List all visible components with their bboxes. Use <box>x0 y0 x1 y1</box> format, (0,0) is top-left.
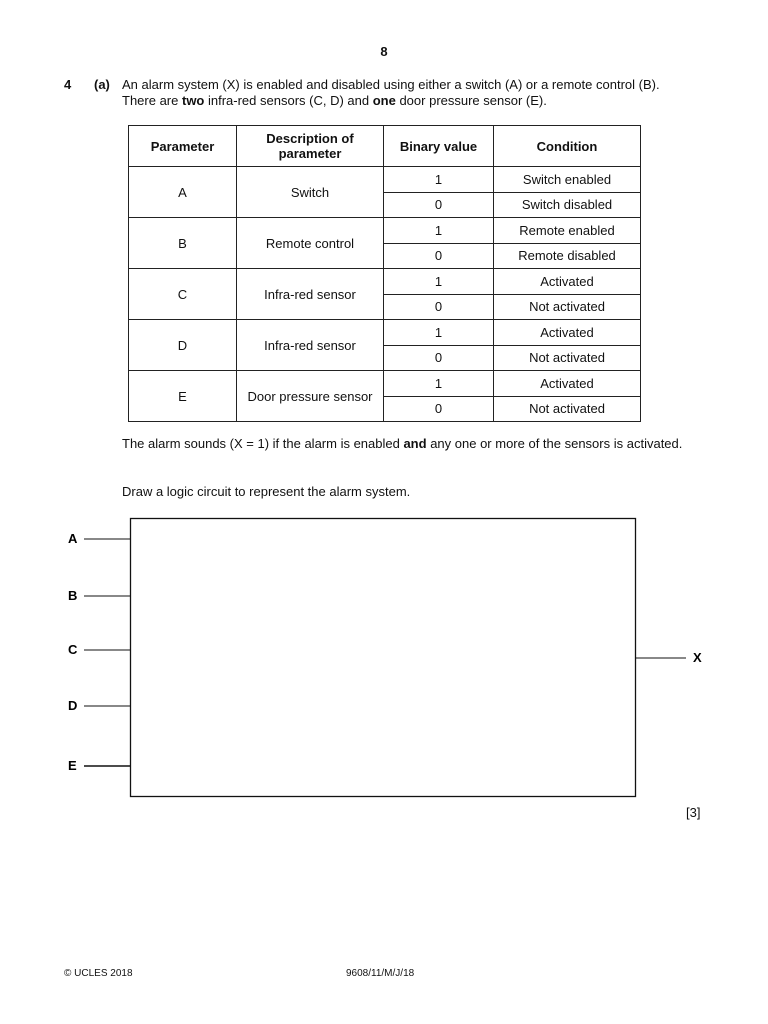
binary-cell: 0 <box>384 345 494 371</box>
description-cell: Infra-red sensor <box>237 320 384 371</box>
binary-cell: 0 <box>384 192 494 218</box>
input-label-c: C <box>68 642 78 657</box>
binary-cell: 0 <box>384 294 494 320</box>
binary-cell: 0 <box>384 396 494 422</box>
condition-cell: Not activated <box>494 345 641 371</box>
intro-line-2: There are two infra-red sensors (C, D) and one door pressure sensor (E). <box>122 93 547 108</box>
description-cell: Door pressure sensor <box>237 371 384 422</box>
condition-cell: Not activated <box>494 294 641 320</box>
description-cell: Infra-red sensor <box>237 269 384 320</box>
binary-cell: 1 <box>384 218 494 244</box>
condition-cell: Switch enabled <box>494 167 641 193</box>
condition-cell: Activated <box>494 371 641 397</box>
condition-cell: Switch disabled <box>494 192 641 218</box>
description-cell: Switch <box>237 167 384 218</box>
condition-cell: Not activated <box>494 396 641 422</box>
drawing-box[interactable] <box>131 519 636 797</box>
parameter-cell: A <box>129 167 237 218</box>
parameter-cell: B <box>129 218 237 269</box>
output-label-x: X <box>693 650 702 665</box>
condition-cell: Remote enabled <box>494 218 641 244</box>
condition-cell: Activated <box>494 269 641 295</box>
binary-cell: 1 <box>384 320 494 346</box>
parameter-cell: D <box>129 320 237 371</box>
page-number: 8 <box>380 44 388 59</box>
intro-line-1: An alarm system (X) is enabled and disabled using either a switch (A) or a remote control (B). <box>122 77 660 92</box>
footer-paper-code: 9608/11/M/J/18 <box>346 968 415 979</box>
instruction-text: Draw a logic circuit to represent the alarm system. <box>122 484 411 499</box>
header-condition: Condition <box>494 126 641 167</box>
parameter-cell: C <box>129 269 237 320</box>
header-description: Description of parameter <box>237 126 384 167</box>
parameter-cell: E <box>129 371 237 422</box>
mark-allocation: [3] <box>686 805 701 820</box>
binary-cell: 1 <box>384 269 494 295</box>
condition-cell: Remote disabled <box>494 243 641 269</box>
input-label-e: E <box>68 758 77 773</box>
binary-cell: 1 <box>384 167 494 193</box>
input-label-d: D <box>68 698 78 713</box>
header-binary-value: Binary value <box>384 126 494 167</box>
header-parameter: Parameter <box>129 126 237 167</box>
condition-cell: Activated <box>494 320 641 346</box>
footer-copyright: © UCLES 2018 <box>64 968 133 979</box>
input-label-a: A <box>68 531 78 546</box>
question-number: 4 <box>64 77 72 92</box>
binary-cell: 0 <box>384 243 494 269</box>
description-cell: Remote control <box>237 218 384 269</box>
alarm-condition-text: The alarm sounds (X = 1) if the alarm is enabled and any one or more of the sensors is activated. <box>122 436 683 451</box>
input-label-b: B <box>68 588 78 603</box>
binary-cell: 1 <box>384 371 494 397</box>
question-part: (a) <box>94 77 110 92</box>
